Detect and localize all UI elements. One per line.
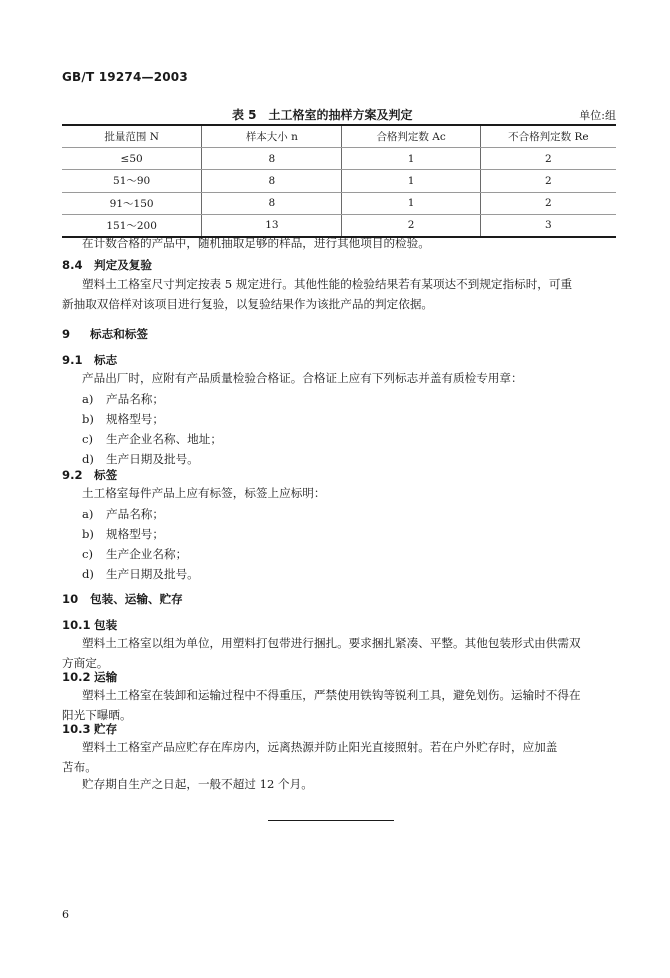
list-text: 生产企业名称、地址； bbox=[106, 432, 222, 446]
list-text: 规格型号； bbox=[106, 527, 164, 541]
section-9-1-heading bbox=[62, 352, 117, 368]
section-8-4-heading bbox=[62, 257, 152, 273]
table-row bbox=[62, 192, 616, 214]
section-10-1-para-line2: 方商定。 bbox=[62, 656, 109, 670]
list-text: 规格型号； bbox=[106, 412, 164, 426]
header-sample-size: 样本大小 n bbox=[202, 125, 342, 148]
end-rule bbox=[268, 820, 394, 821]
table-cell: 2 bbox=[480, 170, 616, 192]
section-title: 标志和标签 bbox=[90, 327, 148, 341]
section-9-heading bbox=[62, 326, 148, 342]
list-item bbox=[82, 431, 222, 447]
table-note: 在计数合格的产品中，随机抽取足够的样品，进行其他项目的检验。 bbox=[82, 236, 430, 250]
list-marker: d) bbox=[82, 452, 94, 466]
section-number: 8.4 bbox=[62, 258, 83, 272]
table-cell: 2 bbox=[342, 214, 480, 237]
section-number: 9.1 bbox=[62, 353, 83, 367]
list-item bbox=[82, 411, 164, 427]
table-cell: ≤50 bbox=[62, 148, 202, 170]
header-accept-number: 合格判定数 Ac bbox=[342, 125, 480, 148]
section-title: 包装、运输、贮存 bbox=[90, 592, 183, 606]
list-marker: a) bbox=[82, 507, 94, 521]
list-text: 生产日期及批号。 bbox=[106, 567, 199, 581]
table-cell: 8 bbox=[202, 148, 342, 170]
section-number: 9.2 bbox=[62, 468, 83, 482]
list-item bbox=[82, 506, 164, 522]
section-10-3-heading bbox=[62, 721, 117, 737]
section-10-2-para-line2: 阳光下曝晒。 bbox=[62, 708, 132, 722]
page-number: 6 bbox=[62, 908, 69, 921]
section-number: 10.2 bbox=[62, 670, 91, 684]
section-title: 包装 bbox=[94, 618, 118, 632]
section-10-3-para-line3: 贮存期自生产之日起，一般不超过 12 个月。 bbox=[82, 777, 313, 791]
list-text: 生产企业名称； bbox=[106, 547, 188, 561]
section-title: 标签 bbox=[94, 468, 118, 482]
table-cell: 1 bbox=[342, 192, 480, 214]
table-cell: 151～200 bbox=[62, 214, 202, 237]
list-marker: c) bbox=[82, 432, 94, 446]
sampling-table bbox=[62, 124, 616, 238]
table-cell: 2 bbox=[480, 192, 616, 214]
section-9-1-intro: 产品出厂时，应附有产品质量检验合格证。合格证上应有下列标志并盖有质检专用章： bbox=[82, 371, 523, 385]
table-cell: 51～90 bbox=[62, 170, 202, 192]
section-title: 标志 bbox=[94, 353, 118, 367]
list-text: 产品名称； bbox=[106, 507, 164, 521]
section-10-2-para-line1: 塑料土工格室在装卸和运输过程中不得重压，严禁使用铁钩等锐利工具，避免划伤。运输时不得在 bbox=[82, 688, 581, 702]
section-number: 9 bbox=[62, 327, 71, 341]
table-caption: 表 5 土工格室的抽样方案及判定 bbox=[232, 108, 413, 122]
section-10-1-para-line1: 塑料土工格室以组为单位，用塑料打包带进行捆扎。要求捆扎紧凑、平整。其他包装形式由供需双 bbox=[82, 636, 581, 650]
standard-header: GB/T 19274—2003 bbox=[62, 70, 188, 84]
table-row bbox=[62, 148, 616, 170]
list-marker: a) bbox=[82, 392, 94, 406]
list-marker: d) bbox=[82, 567, 94, 581]
section-10-1-heading bbox=[62, 617, 117, 633]
list-item bbox=[82, 566, 199, 582]
section-10-heading bbox=[62, 591, 183, 607]
section-title: 贮存 bbox=[94, 722, 118, 736]
section-10-3-para-line1: 塑料土工格室产品应贮存在库房内，远离热源并防止阳光直接照射。若在户外贮存时，应加盖 bbox=[82, 740, 558, 754]
section-number: 10.3 bbox=[62, 722, 91, 736]
list-text: 产品名称； bbox=[106, 392, 164, 406]
table-cell: 1 bbox=[342, 148, 480, 170]
list-marker: b) bbox=[82, 527, 94, 541]
section-title: 运输 bbox=[94, 670, 118, 684]
table-cell: 91～150 bbox=[62, 192, 202, 214]
list-item bbox=[82, 451, 199, 467]
table-cell: 8 bbox=[202, 192, 342, 214]
section-10-2-heading bbox=[62, 669, 117, 685]
header-lot-range: 批量范围 N bbox=[62, 125, 202, 148]
table-cell: 13 bbox=[202, 214, 342, 237]
section-9-2-heading bbox=[62, 467, 117, 483]
section-8-4-para-line2: 新抽取双倍样对该项目进行复验，以复验结果作为该批产品的判定依据。 bbox=[62, 297, 434, 311]
section-number: 10 bbox=[62, 592, 79, 606]
header-reject-number: 不合格判定数 Re bbox=[480, 125, 616, 148]
table-cell: 8 bbox=[202, 170, 342, 192]
list-item bbox=[82, 546, 187, 562]
section-9-2-intro: 土工格室每件产品上应有标签，标签上应标明： bbox=[82, 486, 326, 500]
section-10-3-para-line2: 苫布。 bbox=[62, 760, 97, 774]
list-item bbox=[82, 526, 164, 542]
table-unit: 单位:组 bbox=[579, 109, 616, 122]
section-8-4-para-line1: 塑料土工格室尺寸判定按表 5 规定进行。其他性能的检验结果若有某项达不到规定指标时，可重 bbox=[82, 277, 573, 291]
list-marker: c) bbox=[82, 547, 94, 561]
table-cell: 1 bbox=[342, 170, 480, 192]
table-row bbox=[62, 170, 616, 192]
list-item bbox=[82, 391, 164, 407]
section-number: 10.1 bbox=[62, 618, 91, 632]
table-cell: 3 bbox=[480, 214, 616, 237]
list-text: 生产日期及批号。 bbox=[106, 452, 199, 466]
table-header-row bbox=[62, 125, 616, 148]
list-marker: b) bbox=[82, 412, 94, 426]
table-cell: 2 bbox=[480, 148, 616, 170]
section-title: 判定及复验 bbox=[94, 258, 152, 272]
